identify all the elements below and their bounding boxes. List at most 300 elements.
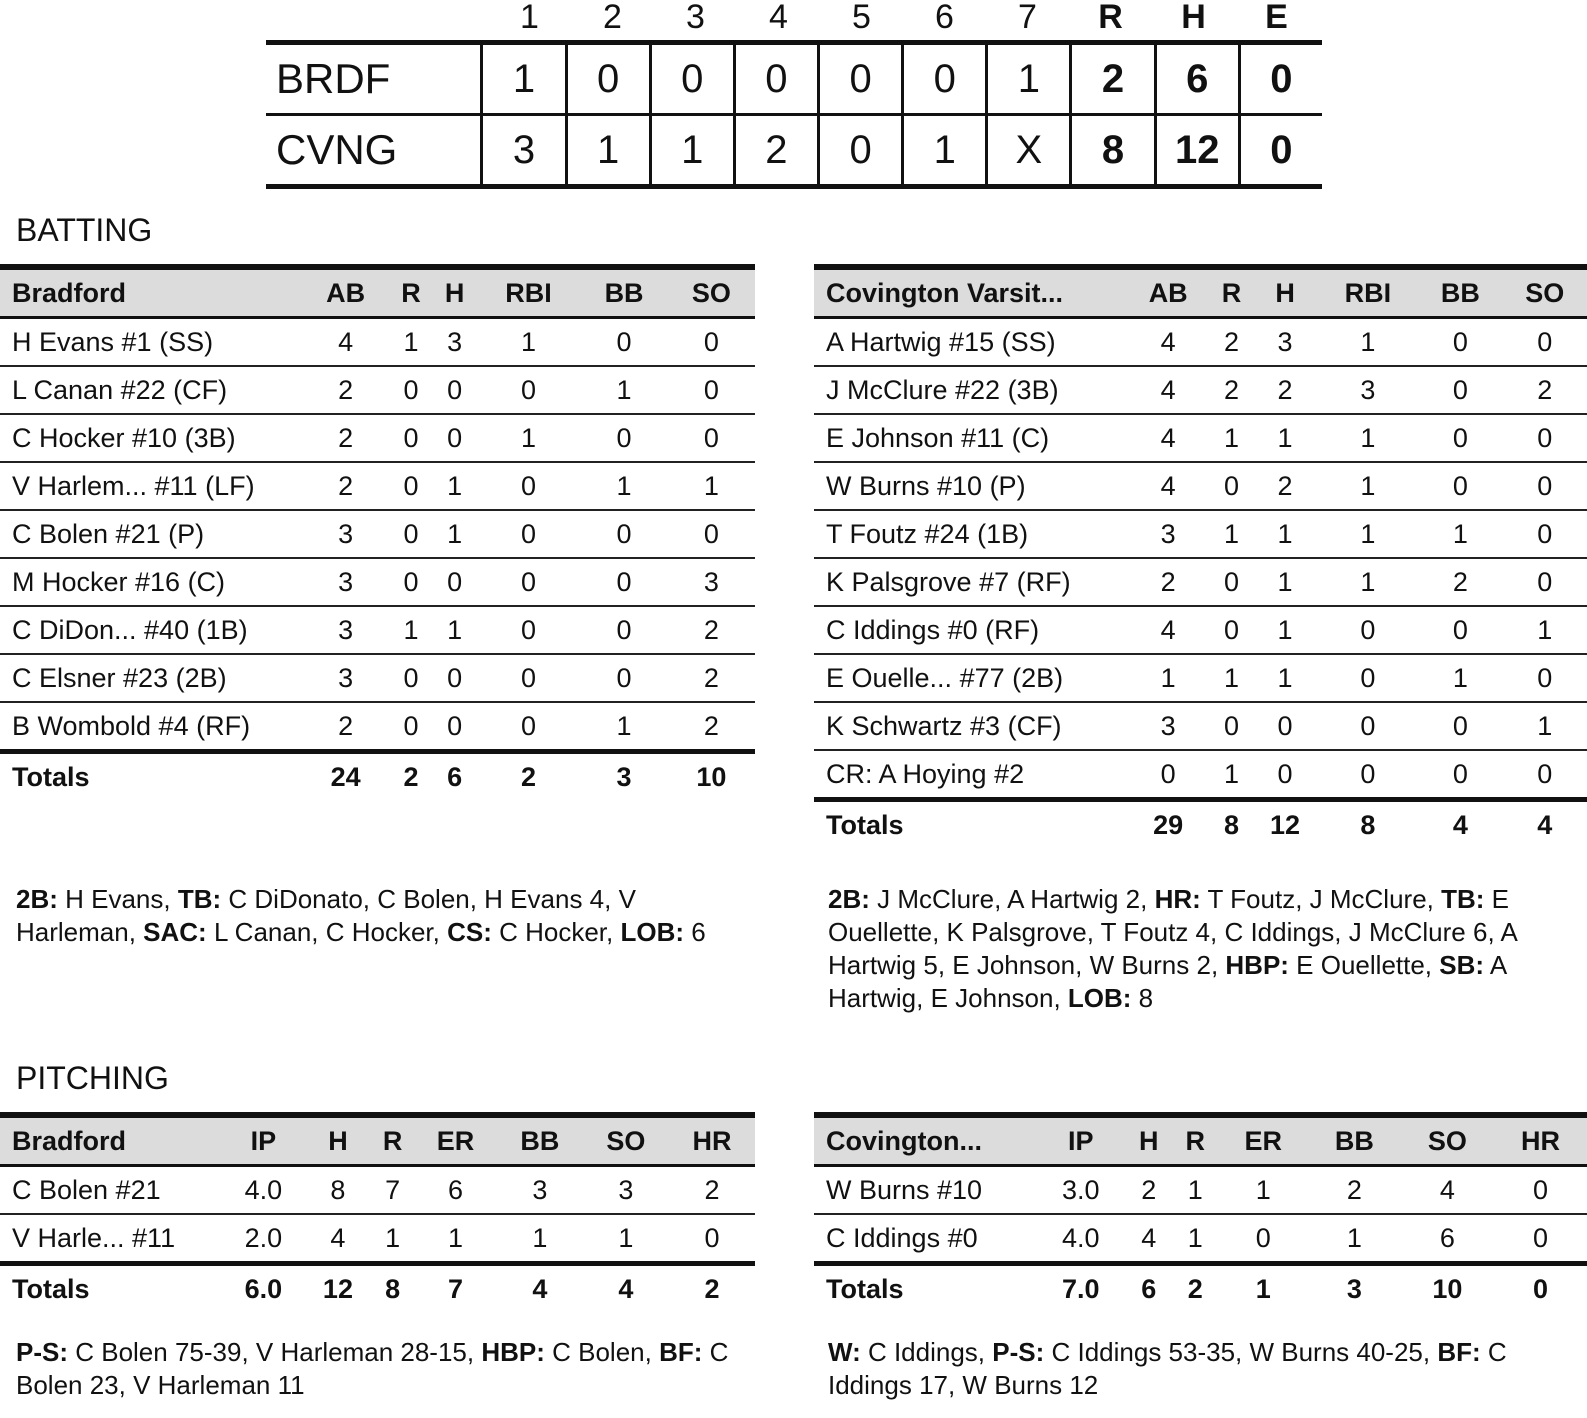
batting-title: BATTING [16,212,153,248]
table-row [814,318,1587,367]
note-label: CS: [447,917,492,947]
stat-cell: 3 [668,558,755,606]
note-label: BF: [659,1337,703,1367]
column-header: SO [583,1115,669,1166]
inning-score: 2 [736,116,820,184]
stat-cell: 1 [1308,1214,1401,1264]
stat-cell: 0 [476,606,580,654]
batting-table-bradford [0,264,755,800]
stat-cell: 2 [1210,366,1252,414]
player-name: E Johnson #11 (C) [814,414,1126,462]
player-name: H Evans #1 (SS) [0,318,302,367]
total-cell: 6 [433,752,477,801]
stat-cell: 7 [371,1166,414,1215]
total-cell: 12 [305,1264,371,1313]
stat-cell: 1 [389,606,433,654]
player-name: K Schwartz #3 (CF) [814,702,1126,750]
stat-cell: 0 [476,462,580,510]
stat-cell: 0 [1418,366,1502,414]
stat-cell: 0 [389,414,433,462]
stat-cell: 0 [389,702,433,752]
pitching-table-covington [814,1112,1587,1312]
note-label: 2B: [16,884,58,914]
inning-header: 1 [520,0,539,36]
stat-cell: 0 [1418,702,1502,750]
table-row [0,462,755,510]
stat-cell: 4 [302,318,389,367]
stat-cell: 3 [1253,318,1318,367]
stat-cell: 1 [1253,654,1318,702]
stat-cell: 3 [302,606,389,654]
hits-header: H [1181,0,1206,36]
table-row [0,510,755,558]
stat-cell: 4 [1126,366,1210,414]
stat-cell: 0 [1503,462,1587,510]
stat-cell: 1 [1210,510,1252,558]
stat-cell: 1 [476,318,580,367]
player-name: C Elsner #23 (2B) [0,654,302,702]
total-cell: 2 [476,752,580,801]
stat-cell: 0 [476,558,580,606]
stat-cell: 0 [1503,750,1587,800]
totals-label: Totals [814,1264,1036,1313]
column-header: HR [669,1115,755,1166]
total-cell: 7.0 [1036,1264,1126,1313]
table-row [0,1214,755,1264]
player-name: J McClure #22 (3B) [814,366,1126,414]
table-row [814,558,1587,606]
column-header: SO [1503,267,1587,318]
column-header: ER [1218,1115,1307,1166]
stat-cell: 4 [1401,1166,1494,1215]
totals-row [814,800,1587,849]
team-errors: 0 [1270,127,1293,172]
stat-cell: 2 [302,462,389,510]
stat-cell: 0 [1218,1214,1307,1264]
stat-cell: 0 [1318,654,1419,702]
stat-cell: 0 [1494,1214,1587,1264]
stat-cell: 2 [1253,366,1318,414]
stat-cell: 0 [1210,606,1252,654]
stat-cell: 1 [1172,1214,1218,1264]
stat-cell: 3 [302,654,389,702]
stat-cell: 0 [1253,750,1318,800]
stat-cell: 1 [580,462,667,510]
stat-cell: 1 [1253,606,1318,654]
stat-cell: 2 [1126,1166,1172,1215]
table-row [814,654,1587,702]
player-name: C DiDon... #40 (1B) [0,606,302,654]
stat-cell: 1 [668,462,755,510]
table-row [0,366,755,414]
inning-header: 4 [769,0,788,36]
team-name-header: Covington Varsit... [814,267,1126,318]
stat-cell: 0 [476,654,580,702]
stat-cell: 3.0 [1036,1166,1126,1215]
stat-cell: 0 [1503,510,1587,558]
note-label: TB: [1441,884,1485,914]
stat-cell: 1 [389,318,433,367]
linescore-header-spacer [266,0,488,40]
stat-cell: 1 [1253,510,1318,558]
note-text: C DiDonato, C Bolen, H Evans 4, V Harleman, [16,884,636,947]
note-text: C Iddings 17, W Burns 12 [828,1337,1507,1400]
inning-header: 5 [852,0,871,36]
column-header: R [371,1115,414,1166]
note-text: L Canan, C Hocker, [206,917,448,947]
pitching-table-bradford [0,1112,755,1312]
table-row [814,750,1587,800]
player-name: C Bolen #21 (P) [0,510,302,558]
stat-cell: 1 [497,1214,583,1264]
player-name: A Hartwig #15 (SS) [814,318,1126,367]
stat-cell: 0 [668,510,755,558]
column-header: ER [414,1115,497,1166]
stat-cell: 2 [668,606,755,654]
stat-cell: 3 [302,558,389,606]
stat-cell: 0 [476,702,580,752]
player-name: V Harlem... #11 (LF) [0,462,302,510]
stat-cell: 4 [1126,318,1210,367]
column-header: BB [1418,267,1502,318]
column-header: BB [580,267,667,318]
total-cell: 4 [1418,800,1502,849]
stat-cell: 0 [580,510,667,558]
stat-cell: 4.0 [222,1166,305,1215]
total-cell: 8 [1210,800,1252,849]
column-header: BB [1308,1115,1401,1166]
inning-score: 3 [483,116,567,184]
stat-cell: 2 [669,1166,755,1215]
stat-cell: 0 [476,366,580,414]
stat-cell: 1 [1318,558,1419,606]
linescore-header [266,0,1322,40]
stat-cell: 1 [1318,414,1419,462]
stat-cell: 2 [1418,558,1502,606]
column-header: H [433,267,477,318]
column-header: SO [668,267,755,318]
note-label: LOB: [1067,983,1132,1013]
stat-cell: 1 [1126,654,1210,702]
stat-cell: 1 [433,606,477,654]
stat-cell: 0 [389,462,433,510]
player-name: V Harle... #11 [0,1214,222,1264]
stat-cell: 2 [302,702,389,752]
player-name: C Iddings #0 [814,1214,1036,1264]
stat-cell: 0 [1418,606,1502,654]
table-row [0,318,755,367]
note-label: SB: [1439,950,1485,980]
team-name-header: Covington... [814,1115,1036,1166]
table-row [0,558,755,606]
stat-cell: 0 [433,654,477,702]
inning-score: 0 [820,45,904,113]
batting-table-covington [814,264,1587,848]
note-label: SAC: [143,917,207,947]
stat-cell: 3 [1126,702,1210,750]
stat-cell: 1 [1253,414,1318,462]
note-text: C Iddings, [860,1337,993,1367]
note-label: LOB: [620,917,685,947]
column-header: R [389,267,433,318]
note-label: BF: [1437,1337,1481,1367]
column-header: R [1172,1115,1218,1166]
inning-score: 1 [483,45,567,113]
stat-cell: 0 [389,366,433,414]
note-label: P-S: [992,1337,1045,1367]
stat-cell: 1 [1210,750,1252,800]
batting-notes-bradford [16,883,756,949]
stat-cell: 0 [389,510,433,558]
inning-score: 0 [904,45,988,113]
stat-cell: 2 [302,414,389,462]
note-text: H Evans, [57,884,178,914]
inning-score: 0 [820,116,904,184]
errors-header: E [1265,0,1288,36]
team-hits: 6 [1157,45,1241,113]
column-header: H [1126,1115,1172,1166]
stat-cell: 0 [580,654,667,702]
table-row [814,606,1587,654]
note-label: HBP: [481,1337,545,1367]
column-header: RBI [476,267,580,318]
total-cell: 4 [497,1264,583,1313]
pitching-notes-covington [828,1336,1568,1402]
inning-score: 1 [904,116,988,184]
stat-cell: 2.0 [222,1214,305,1264]
player-name: M Hocker #16 (C) [0,558,302,606]
stat-cell: 4 [1126,606,1210,654]
stat-cell: 0 [433,366,477,414]
inning-score: 0 [652,45,736,113]
stat-cell: 0 [1418,750,1502,800]
totals-label: Totals [0,1264,222,1313]
inning-score: 1 [652,116,736,184]
table-row [814,366,1587,414]
stat-cell: 1 [1318,462,1419,510]
table-header-row [814,267,1587,318]
pitching-title: PITCHING [16,1060,169,1096]
inning-score: 0 [568,45,652,113]
stat-cell: 1 [1210,414,1252,462]
inning-header: 6 [935,0,954,36]
note-text: C Bolen 23, V Harleman 11 [16,1337,729,1400]
stat-cell: 1 [1218,1166,1307,1215]
player-name: W Burns #10 (P) [814,462,1126,510]
stat-cell: 1 [580,366,667,414]
stat-cell: 0 [1503,414,1587,462]
column-header: AB [302,267,389,318]
player-name: B Wombold #4 (RF) [0,702,302,752]
stat-cell: 4 [1126,1214,1172,1264]
column-header: RBI [1318,267,1419,318]
inning-header: 3 [686,0,705,36]
stat-cell: 1 [371,1214,414,1264]
stat-cell: 0 [1503,318,1587,367]
stat-cell: 0 [433,702,477,752]
stat-cell: 3 [583,1166,669,1215]
stat-cell: 3 [1126,510,1210,558]
team-runs: 8 [1072,116,1156,184]
table-header-row [814,1115,1587,1166]
total-cell: 6 [1126,1264,1172,1313]
stat-cell: 0 [580,606,667,654]
stat-cell: 0 [669,1214,755,1264]
stat-cell: 1 [1418,654,1502,702]
table-row [814,1166,1587,1215]
stat-cell: 8 [305,1166,371,1215]
total-cell: 29 [1126,800,1210,849]
total-cell: 12 [1253,800,1318,849]
pitching-notes-bradford [16,1336,756,1402]
stat-cell: 0 [1210,558,1252,606]
table-row [0,654,755,702]
stat-cell: 3 [433,318,477,367]
team-hits: 12 [1157,116,1241,184]
stat-cell: 6 [1401,1214,1494,1264]
total-cell: 0 [1494,1264,1587,1313]
stat-cell: 0 [668,318,755,367]
note-text: C Hocker, [491,917,621,947]
player-name: W Burns #10 [814,1166,1036,1215]
stat-cell: 6 [414,1166,497,1215]
note-text: C Bolen, [544,1337,660,1367]
note-text: 6 [684,917,706,947]
stat-cell: 0 [580,414,667,462]
note-label: W: [828,1337,861,1367]
total-cell: 7 [414,1264,497,1313]
table-row [0,702,755,752]
runs-header: R [1098,0,1123,36]
stat-cell: 1 [1318,318,1419,367]
stat-cell: 2 [1210,318,1252,367]
team-errors: 0 [1270,56,1293,101]
stat-cell: 0 [1418,318,1502,367]
stat-cell: 1 [1418,510,1502,558]
totals-label: Totals [814,800,1126,849]
stat-cell: 1 [583,1214,669,1264]
total-cell: 8 [371,1264,414,1313]
totals-row [814,1264,1587,1313]
totals-row [0,752,755,801]
player-name: T Foutz #24 (1B) [814,510,1126,558]
team-name-header: Bradford [0,1115,222,1166]
player-name: C Bolen #21 [0,1166,222,1215]
stat-cell: 2 [1503,366,1587,414]
stat-cell: 4 [1126,462,1210,510]
stat-cell: 4 [305,1214,371,1264]
stat-cell: 0 [1503,558,1587,606]
player-name: CR: A Hoying #2 [814,750,1126,800]
stat-cell: 2 [668,654,755,702]
column-header: BB [497,1115,583,1166]
stat-cell: 3 [1318,366,1419,414]
stat-cell: 0 [668,414,755,462]
stat-cell: 1 [1318,510,1419,558]
stat-cell: 0 [1503,654,1587,702]
note-label: HBP: [1225,950,1289,980]
total-cell: 24 [302,752,389,801]
total-cell: 8 [1318,800,1419,849]
stat-cell: 0 [580,558,667,606]
stat-cell: 0 [433,414,477,462]
stat-cell: 1 [1503,606,1587,654]
note-text: C Bolen 75-39, V Harleman 28-15, [68,1337,482,1367]
table-row [0,606,755,654]
stat-cell: 3 [302,510,389,558]
linescore-rows [266,40,1322,189]
total-cell: 6.0 [222,1264,305,1313]
note-text: E Ouellette, K Palsgrove, T Foutz 4, C Iddings, J McClure 6, A Hartwig 5, E Johnson, W Burns 2, [828,884,1517,980]
inning-score: X [988,116,1072,184]
player-name: C Hocker #10 (3B) [0,414,302,462]
note-label: 2B: [828,884,870,914]
stat-cell: 1 [476,414,580,462]
note-text: J McClure, A Hartwig 2, [869,884,1155,914]
total-cell: 1 [1218,1264,1307,1313]
stat-cell: 2 [1126,558,1210,606]
column-header: SO [1401,1115,1494,1166]
linescore-row [266,45,1322,116]
stat-cell: 1 [1253,558,1318,606]
table-row [814,414,1587,462]
linescore-row [266,116,1322,189]
note-text: C Iddings 53-35, W Burns 40-25, [1044,1337,1438,1367]
player-name: C Iddings #0 (RF) [814,606,1126,654]
note-text: E Ouellette, [1288,950,1440,980]
stat-cell: 0 [1318,750,1419,800]
table-row [814,1214,1587,1264]
table-header-row [0,267,755,318]
stat-cell: 2 [1308,1166,1401,1215]
stat-cell: 0 [1253,702,1318,750]
note-text: 8 [1131,983,1154,1013]
inning-header: 7 [1018,0,1037,36]
stat-cell: 0 [1418,414,1502,462]
linescore [266,0,1322,189]
stat-cell: 2 [302,366,389,414]
total-cell: 10 [668,752,755,801]
total-cell: 2 [1172,1264,1218,1313]
stat-cell: 0 [1318,606,1419,654]
stat-cell: 0 [389,654,433,702]
table-row [0,414,755,462]
stat-cell: 1 [1210,654,1252,702]
stat-cell: 0 [476,510,580,558]
stat-cell: 3 [497,1166,583,1215]
total-cell: 4 [1503,800,1587,849]
total-cell: 2 [669,1264,755,1313]
table-row [814,510,1587,558]
stat-cell: 0 [580,318,667,367]
stat-cell: 1 [433,462,477,510]
player-name: L Canan #22 (CF) [0,366,302,414]
inning-score: 1 [568,116,652,184]
stat-cell: 4.0 [1036,1214,1126,1264]
stat-cell: 2 [1253,462,1318,510]
stat-cell: 0 [1210,702,1252,750]
stat-cell: 0 [1126,750,1210,800]
stat-cell: 2 [668,702,755,752]
stat-cell: 0 [389,558,433,606]
player-name: E Ouelle... #77 (2B) [814,654,1126,702]
table-header-row [0,1115,755,1166]
stat-cell: 0 [433,558,477,606]
inning-score: 0 [736,45,820,113]
stat-cell: 1 [580,702,667,752]
stat-cell: 0 [1318,702,1419,750]
stat-cell: 0 [1210,462,1252,510]
